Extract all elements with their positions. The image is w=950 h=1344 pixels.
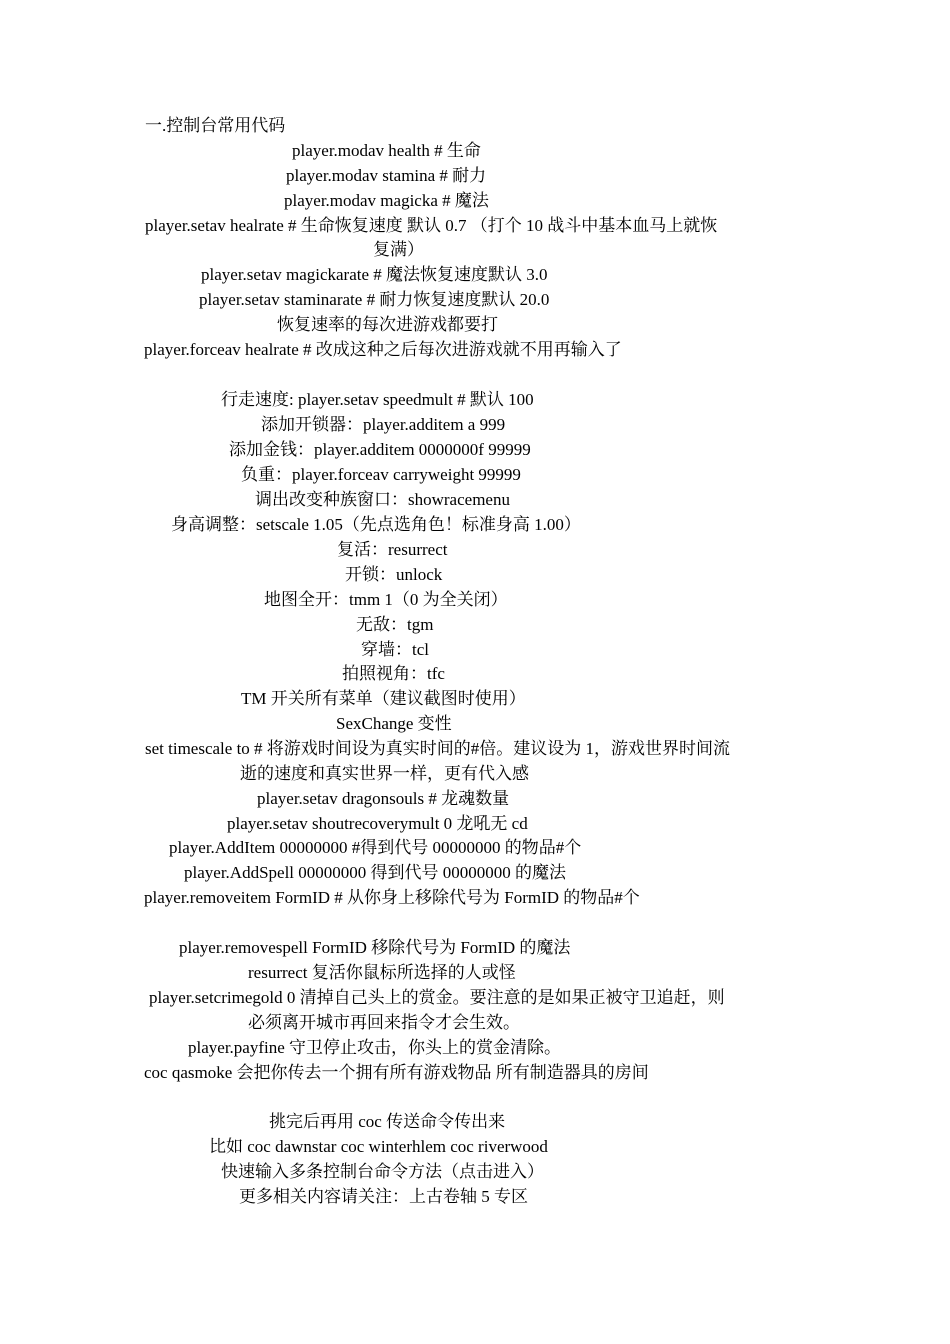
- command-line: 地图全开：tmm 1（0 为全关闭）: [264, 590, 508, 609]
- command-line: player.setav staminarate # 耐力恢复速度默认 20.0: [199, 290, 550, 309]
- command-line: 更多相关内容请关注：上古卷轴 5 专区: [239, 1187, 528, 1206]
- command-line: player.modav health # 生命: [292, 141, 481, 160]
- command-line: player.setcrimegold 0 清掉自己头上的赏金。要注意的是如果正被守卫追赶，则: [149, 988, 725, 1007]
- command-line: TM 开关所有菜单（建议截图时使用）: [241, 689, 526, 708]
- command-line: 挑完后再用 coc 传送命令传出来: [269, 1112, 506, 1131]
- command-line: player.setav shoutrecoverymult 0 龙吼无 cd: [227, 814, 528, 833]
- command-line: player.removespell FormID 移除代号为 FormID 的魔法: [179, 938, 571, 957]
- command-line: 穿墙：tcl: [361, 640, 429, 659]
- command-line: coc qasmoke 会把你传去一个拥有所有游戏物品 所有制造器具的房间: [144, 1063, 649, 1082]
- command-line: 无敌：tgm: [356, 615, 434, 634]
- command-line: player.AddSpell 00000000 得到代号 00000000 的魔法: [184, 863, 567, 882]
- command-line: player.setav healrate # 生命恢复速度 默认 0.7 （打个 10 战斗中基本血马上就恢: [145, 216, 718, 235]
- command-line: player.modav stamina # 耐力: [286, 166, 487, 185]
- command-line: 复活：resurrect: [337, 540, 448, 559]
- command-line: 添加开锁器：player.additem a 999: [261, 415, 506, 434]
- command-line: player.payfine 守卫停止攻击，你头上的赏金清除。: [188, 1038, 562, 1057]
- command-line: 恢复速率的每次进游戏都要打: [277, 315, 498, 334]
- command-line: player.removeitem FormID # 从你身上移除代号为 FormID 的物品#个: [144, 888, 640, 907]
- command-line: 逝的速度和真实世界一样，更有代入感: [240, 764, 529, 783]
- section-heading: 一.控制台常用代码: [145, 116, 286, 135]
- command-line: SexChange 变性: [336, 714, 452, 733]
- command-line: player.forceav healrate # 改成这种之后每次进游戏就不用再输入了: [144, 340, 622, 359]
- command-line: 拍照视角：tfc: [342, 664, 445, 683]
- command-line: set timescale to # 将游戏时间设为真实时间的#倍。建议设为 1，游戏世界时间流: [145, 739, 731, 758]
- command-line: player.AddItem 00000000 #得到代号 00000000 的物品#个: [169, 838, 582, 857]
- command-line: 比如 coc dawnstar coc winterhlem coc riverwood: [209, 1137, 548, 1156]
- command-line: resurrect 复活你鼠标所选择的人或怪: [248, 963, 516, 982]
- command-line: 负重：player.forceav carryweight 99999: [241, 465, 521, 484]
- command-line: 身高调整：setscale 1.05（先点选角色！标准身高 1.00）: [171, 515, 581, 534]
- command-line: 必须离开城市再回来指令才会生效。: [248, 1013, 520, 1032]
- command-line: 复满）: [373, 240, 424, 259]
- command-line: 开锁：unlock: [345, 565, 443, 584]
- command-line: player.modav magicka # 魔法: [284, 191, 489, 210]
- command-line: player.setav dragonsouls # 龙魂数量: [257, 789, 510, 808]
- command-line: 添加金钱：player.additem 0000000f 99999: [229, 440, 531, 459]
- command-line: 快速输入多条控制台命令方法（点击进入）: [221, 1162, 544, 1181]
- command-line: player.setav magickarate # 魔法恢复速度默认 3.0: [201, 265, 548, 284]
- command-line: 行走速度: player.setav speedmult # 默认 100: [221, 390, 534, 409]
- command-line: 调出改变种族窗口：showracemenu: [255, 490, 510, 509]
